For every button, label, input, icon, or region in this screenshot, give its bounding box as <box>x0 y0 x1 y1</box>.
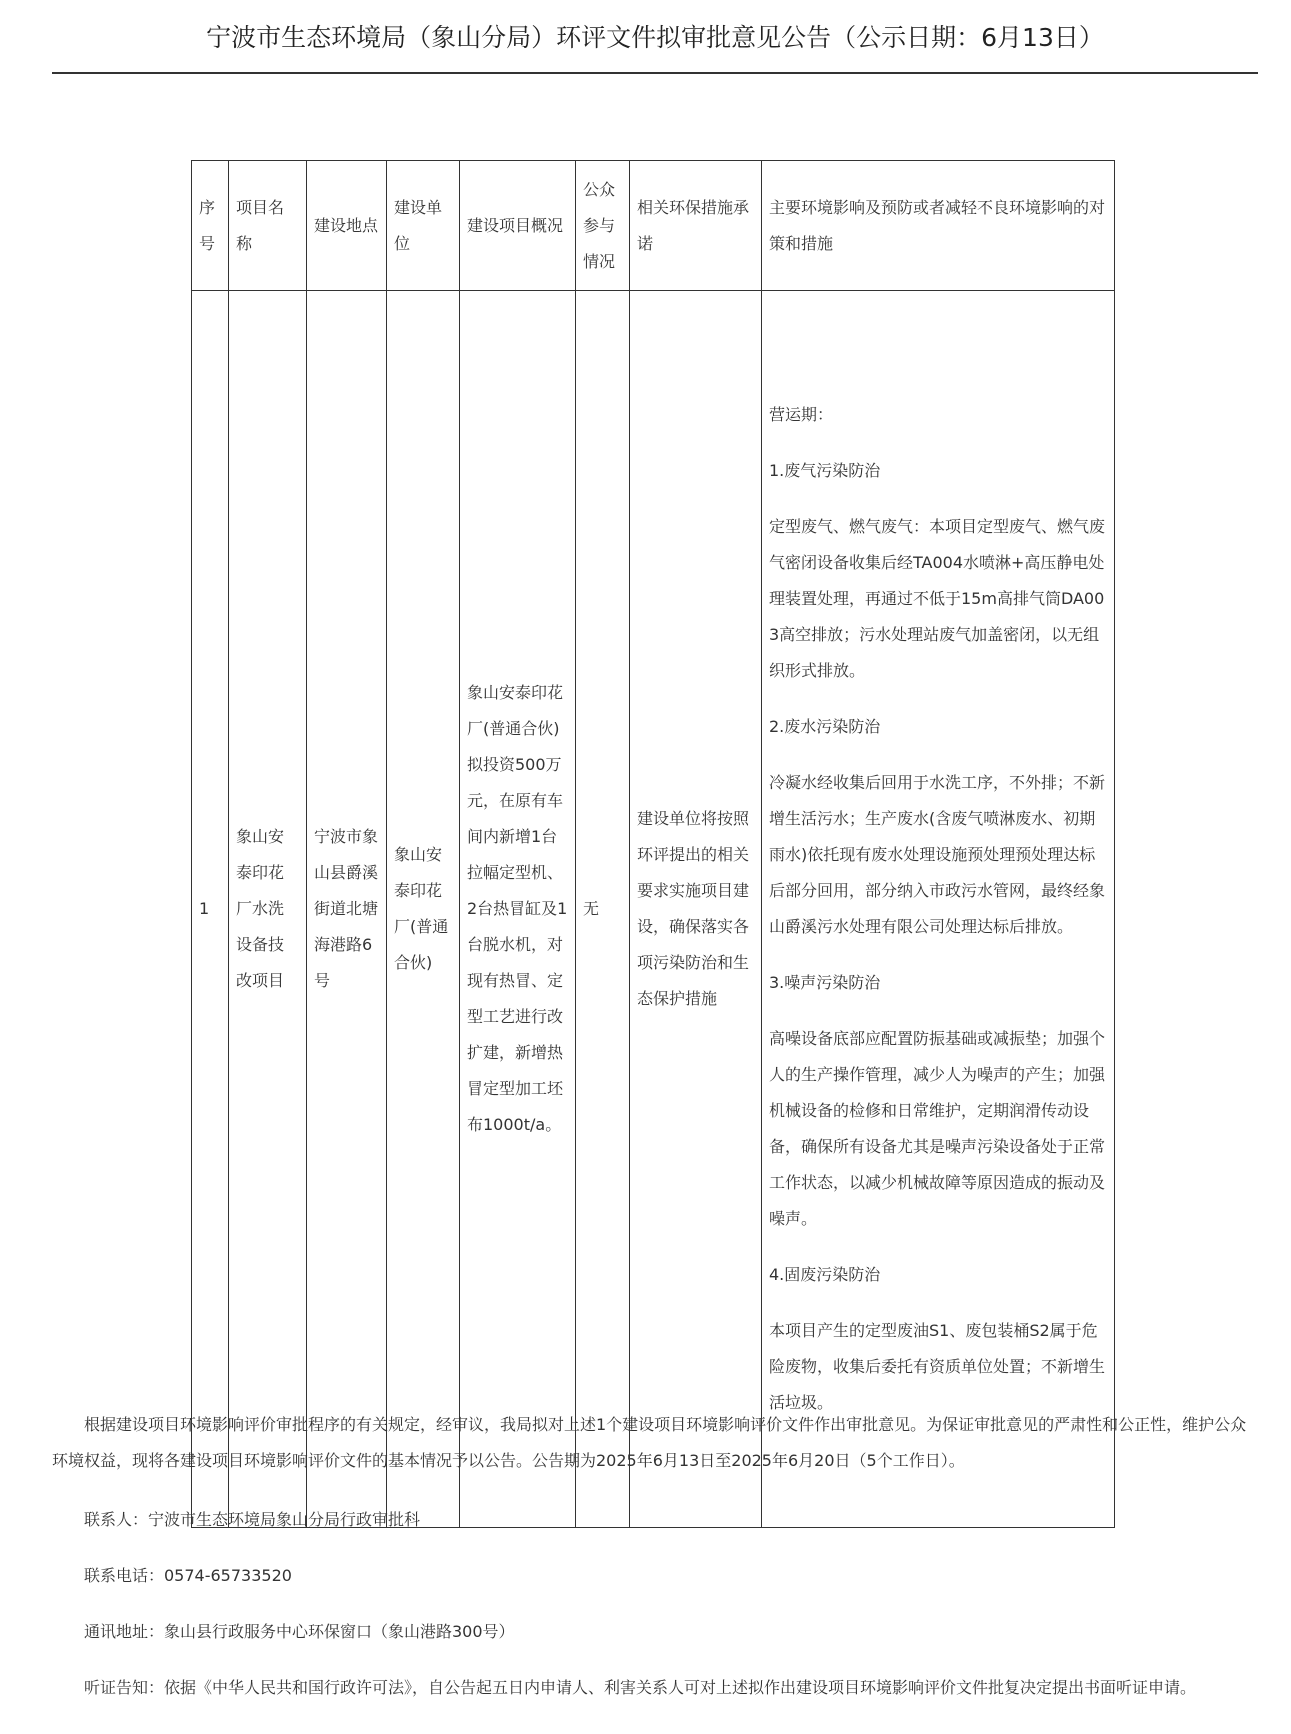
cell-location: 宁波市象山县爵溪街道北塘海港路6号 <box>307 291 387 1528</box>
measures-air-heading: 1.废气污染防治 <box>769 461 881 480</box>
contact-person: 联系人：宁波市生态环境局象山分局行政审批科 <box>84 1510 421 1529</box>
table-row <box>192 291 1115 1528</box>
cell-unit: 象山安泰印花厂(普通合伙) <box>387 291 460 1528</box>
cell-index: 1 <box>192 291 229 1528</box>
cell-project-name: 象山安泰印花厂水洗设备技改项目 <box>229 291 307 1528</box>
hearing-notice: 听证告知：依据《中华人民共和国行政许可法》，自公告起五日内申请人、利害关系人可对上述拟作出建设项目环境影响评价文件批复决定提出书面听证申请。 <box>84 1678 1197 1697</box>
measures-solid-heading: 4.固废污染防治 <box>769 1265 881 1284</box>
measures-noise-text: 高噪设备底部应配置防振基础或减振垫；加强个人的生产操作管理，减少人为噪声的产生；加强机械设备的检修和日常维护，定期润滑传动设备，确保所有设备尤其是噪声污染设备处于正常工作状态，以减少机械故障等原因造成的振动及噪声。 <box>769 1029 1106 1228</box>
measures-phase: 营运期： <box>769 405 834 424</box>
cell-public-participation: 无 <box>576 291 630 1528</box>
header-project-name: 项目名称 <box>229 161 307 291</box>
measures-air-text: 定型废气、燃气废气：本项目定型废气、燃气废气密闭设备收集后经TA004水喷淋+高压静电处理装置处理，再通过不低于15m高排气筒DA003高空排放；污水处理站废气加盖密闭，以无组织形式排放。 <box>769 517 1106 680</box>
header-measures: 主要环境影响及预防或者减轻不良环境影响的对策和措施 <box>762 161 1115 291</box>
notice-body: 根据建设项目环境影响评价审批程序的有关规定，经审议，我局拟对上述1个建设项目环境影响评价文件作出审批意见。为保证审批意见的严肃性和公正性，维护公众环境权益，现将各建设项目环境影响评价文件的基本情况予以公告。公告期为2025年6月13日至2025年6月20日（5个工作日）。 <box>52 1415 1247 1470</box>
cell-measures <box>762 291 1115 1528</box>
measures-solid-text: 本项目产生的定型废油S1、废包装桶S2属于危险废物，收集后委托有资质单位处置；不新增生活垃圾。 <box>769 1321 1106 1412</box>
page-title: 宁波市生态环境局（象山分局）环评文件拟审批意见公告（公示日期：6月13日） <box>206 23 1104 52</box>
contact-address: 通讯地址：象山县行政服务中心环保窗口（象山港路300号） <box>84 1622 515 1641</box>
measures-noise-heading: 3.噪声污染防治 <box>769 973 881 992</box>
header-unit: 建设单位 <box>387 161 460 291</box>
header-index: 序号 <box>192 161 229 291</box>
contact-phone: 联系电话：0574-65733520 <box>84 1566 292 1585</box>
cell-overview: 象山安泰印花厂(普通合伙)拟投资500万元，在原有车间内新增1台拉幅定型机、2台热冒缸及1台脱水机，对现有热冒、定型工艺进行改扩建，新增热冒定型加工坯布1000t/a。 <box>460 291 576 1528</box>
cell-commitment: 建设单位将按照环评提出的相关要求实施项目建设，确保落实各项污染防治和生态保护措施 <box>630 291 762 1528</box>
header-overview: 建设项目概况 <box>460 161 576 291</box>
measures-water-heading: 2.废水污染防治 <box>769 717 881 736</box>
title-divider <box>52 72 1258 74</box>
header-commitment: 相关环保措施承诺 <box>630 161 762 291</box>
header-location: 建设地点 <box>307 161 387 291</box>
table-header-row <box>192 161 1115 291</box>
measures-water-text: 冷凝水经收集后回用于水洗工序，不外排；不新增生活污水；生产废水(含废气喷淋废水、初期雨水)依托现有废水处理设施预处理预处理达标后部分回用，部分纳入市政污水管网，最终经象山爵溪污水处理有限公司处理达标后排放。 <box>769 773 1106 936</box>
approval-table <box>191 160 1115 1528</box>
header-public-participation: 公众参与情况 <box>576 161 630 291</box>
